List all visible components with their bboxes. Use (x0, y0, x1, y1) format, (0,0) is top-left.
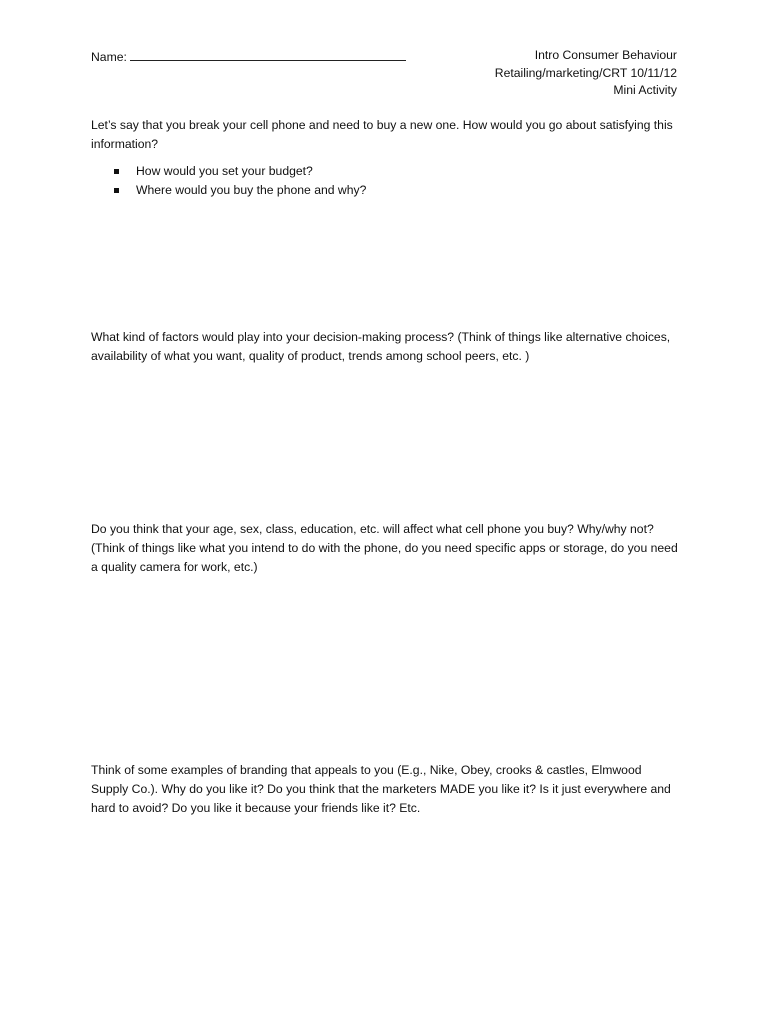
square-bullet-icon (114, 188, 119, 193)
question-1: Let’s say that you break your cell phone and need to buy a new one. How would you go about satisfying this information? (91, 118, 673, 151)
course-subject-line: Retailing/marketing/CRT 10/11/12 (494, 65, 677, 80)
question-2: What kind of factors would play into your decision-making process? (Think of things like alternative choices, availability of what you want, quality of product, trends among school peers, etc. ) (91, 330, 671, 363)
name-blank-line (130, 47, 406, 61)
square-bullet-icon (114, 169, 119, 174)
question-1-bullets (112, 162, 366, 200)
bullet-item (112, 181, 366, 200)
bullet-text: Where would you buy the phone and why? (136, 183, 367, 197)
course-title: Intro Consumer Behaviour (534, 48, 677, 62)
course-header (495, 47, 677, 100)
bullet-item (112, 162, 366, 181)
question-3: Do you think that your age, sex, class, education, etc. will affect what cell phone you buy? Why/why not? (Think of things like what you intend to do with the phone, do you need specific apps or storage, do you need a quality camera for work, etc.) (91, 522, 678, 574)
activity-title: Mini Activity (613, 83, 677, 97)
question-4: Think of some examples of branding that appeals to you (E.g., Nike, Obey, crooks & castles, Elmwood Supply Co.). Why do you like it? Do you think that the marketers MADE you like it? Is it just everywhere and hard to avoid? Do you like it because your friends like it? Etc. (91, 763, 671, 815)
name-field-line (91, 47, 406, 67)
bullet-text: How would you set your budget? (136, 164, 313, 178)
name-label: Name: (91, 50, 127, 64)
